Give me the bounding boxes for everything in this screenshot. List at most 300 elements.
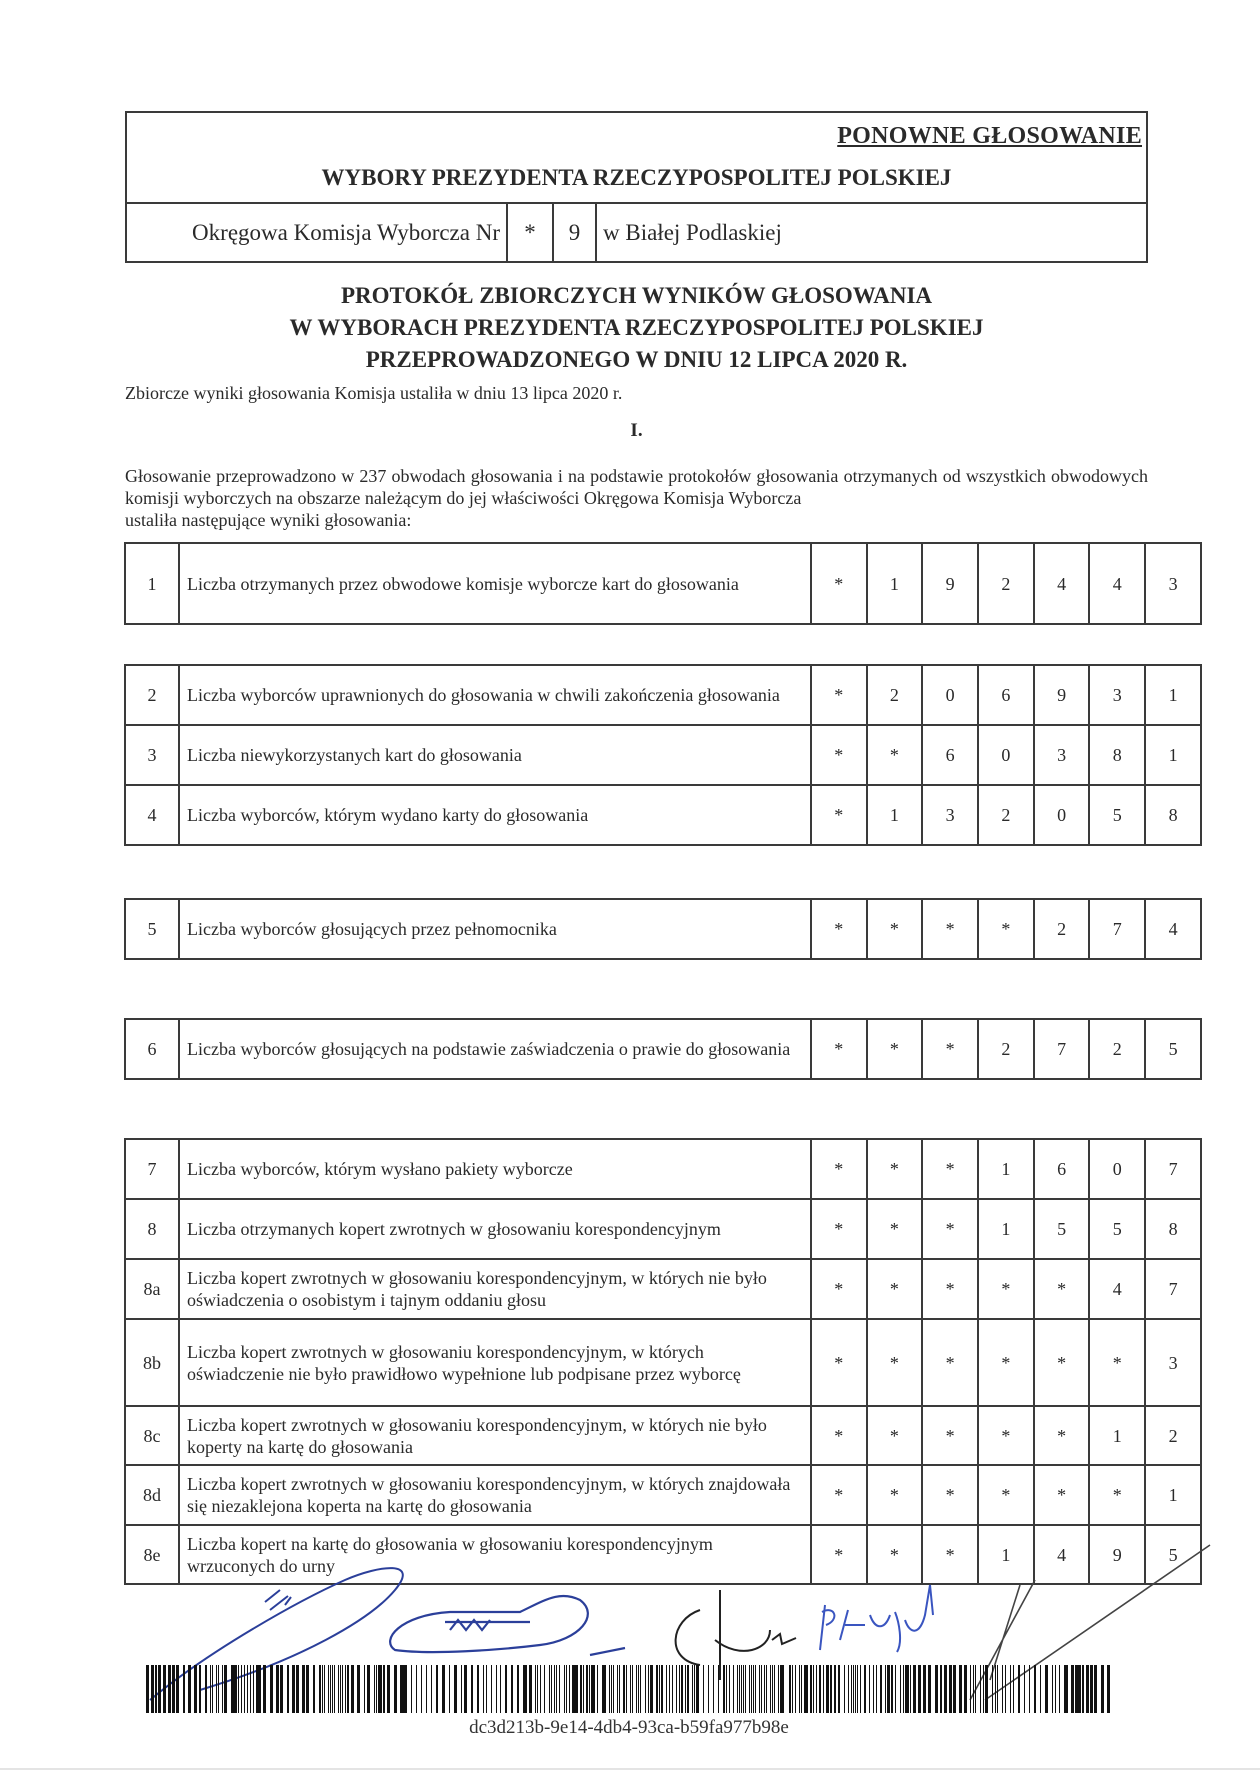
digit-cell: 1 — [978, 1199, 1034, 1259]
barcode-bar — [597, 1665, 598, 1713]
digit-cell: 5 — [1089, 1199, 1145, 1259]
barcode-bar — [739, 1665, 740, 1713]
barcode-bar — [759, 1665, 760, 1713]
barcode-bar — [749, 1665, 750, 1713]
digit-cell: 5 — [1034, 1199, 1090, 1259]
barcode-bar — [374, 1665, 375, 1713]
barcode-bar — [491, 1665, 492, 1713]
digit-cell: 7 — [1089, 899, 1145, 959]
signature-4-icon — [820, 1585, 933, 1652]
barcode-bar — [940, 1665, 943, 1713]
barcode-bar — [394, 1665, 397, 1713]
barcode-bar — [244, 1665, 245, 1713]
barcode-bar — [328, 1665, 329, 1713]
digit-cell: 2 — [1089, 1019, 1145, 1079]
barcode-text: dc3d213b-9e14-4db4-93ca-b59fa977b98e — [469, 1717, 789, 1738]
barcode-bar — [761, 1665, 762, 1713]
digit-cell: 2 — [1034, 899, 1090, 959]
digit-cell: 6 — [978, 665, 1034, 725]
barcode-bar — [724, 1665, 725, 1713]
barcode-bar — [1019, 1665, 1020, 1713]
row-number: 6 — [125, 1019, 179, 1079]
row-label: Liczba kopert zwrotnych w głosowaniu korespondencyjnym, w których nie było oświadczenia o osobistym i tajnym oddaniu głosu — [179, 1259, 811, 1319]
section-number: I. — [630, 420, 643, 441]
barcode-bar — [472, 1665, 473, 1713]
intro-last-line: ustaliła następujące wyniki głosowania: — [125, 510, 412, 530]
barcode-bar — [764, 1665, 765, 1713]
digit-cell: * — [811, 1259, 867, 1319]
row-label: Liczba wyborców głosujących przez pełnomocnika — [179, 899, 811, 959]
digit-cell: 5 — [1145, 1525, 1201, 1584]
digit-cell: * — [811, 1019, 867, 1079]
barcode-bar — [944, 1665, 947, 1713]
barcode — [145, 1665, 1113, 1713]
row-number: 8a — [125, 1259, 179, 1319]
digit-cell: 4 — [1145, 899, 1201, 959]
barcode-bar — [682, 1665, 683, 1713]
barcode-bar — [624, 1665, 625, 1713]
barcode-bar — [745, 1665, 746, 1713]
barcode-bar — [163, 1665, 166, 1713]
barcode-bar — [953, 1665, 956, 1713]
barcode-bar — [860, 1665, 861, 1713]
digit-cell: * — [922, 1199, 978, 1259]
barcode-bar — [910, 1665, 911, 1713]
digit-cell: * — [922, 1019, 978, 1079]
barcode-bar — [688, 1665, 689, 1713]
digit-cell: 3 — [1145, 543, 1201, 624]
commission-label: Okręgowa Komisja Wyborcza Nr — [127, 204, 508, 261]
barcode-bar — [238, 1665, 239, 1713]
barcode-bar — [526, 1665, 527, 1713]
barcode-bar — [970, 1665, 971, 1713]
digit-cell: * — [811, 1406, 867, 1465]
results-date-line: Zbiorcze wyniki głosowania Komisja ustaliła w dniu 13 lipca 2020 r. — [125, 383, 623, 403]
barcode-bar — [1002, 1665, 1003, 1713]
barcode-bar — [613, 1665, 614, 1713]
barcode-bar — [466, 1665, 467, 1713]
barcode-bar — [478, 1665, 479, 1713]
barcode-bar — [964, 1665, 965, 1713]
barcode-bar — [320, 1665, 321, 1713]
barcode-bar — [357, 1665, 358, 1713]
commission-number: 9 — [554, 204, 597, 261]
barcode-bar — [795, 1665, 796, 1713]
barcode-bar — [881, 1665, 882, 1713]
digit-cell: * — [867, 1525, 923, 1584]
digit-cell: 0 — [922, 665, 978, 725]
digit-cell: * — [1089, 1319, 1145, 1406]
barcode-bar — [496, 1665, 497, 1713]
barcode-bar — [694, 1665, 695, 1713]
digit-cell: * — [922, 1139, 978, 1199]
barcode-bar — [630, 1665, 631, 1713]
barcode-bar — [280, 1665, 283, 1713]
barcode-bar — [146, 1665, 149, 1713]
barcode-bar — [188, 1665, 191, 1713]
row-label: Liczba otrzymanych przez obwodowe komisje wyborcze kart do głosowania — [179, 543, 811, 624]
digit-cell: 0 — [1089, 1139, 1145, 1199]
digit-cell: 6 — [1034, 1139, 1090, 1199]
barcode-bar — [855, 1665, 856, 1713]
barcode-bar — [437, 1665, 438, 1713]
digit-cell: 6 — [922, 725, 978, 785]
barcode-bar — [324, 1665, 325, 1713]
barcode-bar — [155, 1665, 158, 1713]
barcode-bar — [566, 1665, 567, 1713]
barcode-bar — [770, 1665, 771, 1713]
barcode-bar — [609, 1665, 610, 1713]
barcode-bar — [518, 1665, 519, 1713]
barcode-bar — [176, 1665, 179, 1713]
digit-cell: * — [811, 1525, 867, 1584]
barcode-bar — [576, 1665, 577, 1713]
barcode-bar — [593, 1665, 594, 1713]
barcode-bar — [708, 1665, 709, 1713]
row-label: Liczba niewykorzystanych kart do głosowania — [179, 725, 811, 785]
digit-cell: * — [867, 1406, 923, 1465]
barcode-bar — [698, 1665, 699, 1713]
barcode-bar — [172, 1665, 175, 1713]
barcode-bar — [737, 1665, 738, 1713]
barcode-bar — [302, 1665, 305, 1713]
barcode-bar — [851, 1665, 852, 1713]
digit-cell: 0 — [978, 725, 1034, 785]
barcode-bar — [923, 1665, 926, 1713]
digit-cell: * — [922, 1319, 978, 1406]
digit-cell: * — [978, 1259, 1034, 1319]
digit-cell: 9 — [922, 543, 978, 624]
digit-cell: * — [867, 1199, 923, 1259]
barcode-bar — [713, 1665, 714, 1713]
digit-cell: 1 — [867, 543, 923, 624]
digit-cell: * — [867, 1259, 923, 1319]
barcode-bar — [559, 1665, 560, 1713]
barcode-bar — [656, 1665, 657, 1713]
barcode-bar — [577, 1665, 578, 1713]
barcode-bar — [253, 1665, 254, 1713]
barcode-bar — [241, 1665, 242, 1713]
barcode-bar — [1040, 1665, 1041, 1713]
barcode-bar — [703, 1665, 704, 1713]
barcode-bar — [672, 1665, 673, 1713]
barcode-bar — [831, 1665, 832, 1713]
row-number: 7 — [125, 1139, 179, 1199]
barcode-bar — [525, 1665, 526, 1713]
barcode-bar — [992, 1665, 993, 1713]
barcode-bar — [766, 1665, 767, 1713]
barcode-bar — [813, 1665, 814, 1713]
digit-cell: 9 — [1089, 1525, 1145, 1584]
barcode-bar — [313, 1665, 315, 1713]
digit-cell: 2 — [978, 543, 1034, 624]
barcode-bar — [806, 1665, 807, 1713]
barcode-bar — [500, 1665, 501, 1713]
barcode-bar — [483, 1665, 484, 1713]
barcode-bar — [685, 1665, 686, 1713]
digit-cell: * — [867, 725, 923, 785]
barcode-bar — [276, 1665, 279, 1713]
barcode-bar — [640, 1665, 641, 1713]
digit-cell: 7 — [1145, 1139, 1201, 1199]
barcode-bar — [222, 1665, 223, 1713]
barcode-bar — [985, 1665, 986, 1713]
digit-cell: 3 — [922, 785, 978, 845]
barcode-bar — [461, 1665, 462, 1713]
barcode-bar — [583, 1665, 584, 1713]
barcode-bar — [913, 1665, 917, 1713]
barcode-bar — [1055, 1665, 1056, 1713]
barcode-bar — [206, 1665, 207, 1713]
digit-cell: * — [922, 1406, 978, 1465]
digit-cell: * — [867, 1019, 923, 1079]
barcode-bar — [928, 1665, 931, 1713]
barcode-bar — [908, 1665, 909, 1713]
barcode-bar — [287, 1665, 290, 1713]
commission-number-star: * — [508, 204, 554, 261]
row-label: Liczba kopert na kartę do głosowania w głosowaniu korespondencyjnym wrzuconych do urny — [179, 1525, 811, 1584]
barcode-bar — [319, 1665, 320, 1713]
barcode-bar — [820, 1665, 821, 1713]
barcode-bar — [801, 1665, 802, 1713]
barcode-bar — [799, 1665, 800, 1713]
barcode-bar — [662, 1665, 663, 1713]
barcode-bar — [679, 1665, 680, 1713]
barcode-bar — [1024, 1665, 1025, 1713]
digit-cell: 1 — [867, 785, 923, 845]
barcode-bar — [151, 1665, 154, 1713]
barcode-bar — [569, 1665, 570, 1713]
barcode-bar — [1064, 1665, 1068, 1713]
row-label: Liczba wyborców, którym wydano karty do głosowania — [179, 785, 811, 845]
barcode-bar — [250, 1665, 251, 1713]
barcode-bar — [873, 1665, 874, 1713]
barcode-bar — [997, 1665, 998, 1713]
digit-cell: 7 — [1145, 1259, 1201, 1319]
barcode-bar — [827, 1665, 828, 1713]
digit-cell: 3 — [1034, 725, 1090, 785]
digit-cell: * — [811, 1319, 867, 1406]
protocol-title-line3: PRZEPROWADZONEGO W DNIU 12 LIPCA 2020 R. — [365, 347, 908, 372]
barcode-bar — [1082, 1665, 1085, 1713]
digit-cell: * — [978, 1465, 1034, 1525]
digit-cell: * — [811, 725, 867, 785]
barcode-bar — [183, 1665, 186, 1713]
signature-2-icon — [390, 1596, 625, 1655]
barcode-bar — [907, 1665, 908, 1713]
barcode-bar — [666, 1665, 667, 1713]
barcode-bar — [1086, 1665, 1089, 1713]
barcode-bar — [348, 1665, 349, 1713]
barcode-bar — [306, 1665, 309, 1713]
row-label: Liczba otrzymanych kopert zwrotnych w głosowaniu korespondencyjnym — [179, 1199, 811, 1259]
barcode-bar — [966, 1665, 967, 1713]
row-number: 2 — [125, 665, 179, 725]
barcode-bar — [359, 1665, 360, 1713]
barcode-bar — [210, 1665, 211, 1713]
digit-cell: * — [867, 899, 923, 959]
barcode-bar — [531, 1665, 532, 1713]
digit-cell: * — [922, 1525, 978, 1584]
barcode-bar — [258, 1665, 261, 1713]
barcode-bar — [383, 1665, 385, 1713]
barcode-bar — [1013, 1665, 1014, 1713]
barcode-bar — [864, 1665, 865, 1713]
barcode-bar — [364, 1665, 365, 1713]
barcode-bar — [751, 1665, 752, 1713]
digit-cell: * — [922, 1259, 978, 1319]
barcode-bar — [236, 1665, 237, 1713]
barcode-bar — [718, 1665, 719, 1713]
barcode-bar — [959, 1665, 962, 1713]
intro-body: Głosowanie przeprowadzono w 237 obwodach głosowania i na podstawie protokołów głosowania otrzymanych od wszystkich obwodowych komisji wyborczych na obszarze należącym do jej właściwości Okręgowa Komisja Wyborcza — [125, 466, 1148, 508]
row-label: Liczba wyborców, którym wysłano pakiety wyborcze — [179, 1139, 811, 1199]
row-number: 8e — [125, 1525, 179, 1584]
barcode-bar — [650, 1665, 651, 1713]
barcode-bar — [987, 1665, 988, 1713]
digit-cell: 8 — [1145, 1199, 1201, 1259]
barcode-bar — [669, 1665, 670, 1713]
barcode-bar — [645, 1665, 646, 1713]
barcode-bar — [729, 1665, 730, 1713]
barcode-bar — [949, 1665, 952, 1713]
barcode-bar — [726, 1665, 727, 1713]
digit-cell: * — [1034, 1259, 1090, 1319]
digit-cell: * — [1034, 1406, 1090, 1465]
barcode-bar — [589, 1665, 590, 1713]
barcode-bar — [537, 1665, 538, 1713]
barcode-bar — [199, 1665, 201, 1713]
row-number: 4 — [125, 785, 179, 845]
barcode-bar — [1047, 1665, 1048, 1713]
digit-cell: * — [867, 1465, 923, 1525]
barcode-bar — [296, 1665, 299, 1713]
digit-cell: 1 — [978, 1525, 1034, 1584]
row-number: 8d — [125, 1465, 179, 1525]
barcode-bar — [1035, 1665, 1036, 1713]
barcode-bar — [556, 1665, 557, 1713]
barcode-bar — [1029, 1665, 1030, 1713]
digit-cell: * — [811, 543, 867, 624]
repeat-vote-badge: PONOWNE GŁOSOWANIE — [837, 123, 1142, 149]
barcode-bar — [632, 1665, 633, 1713]
protocol-title-line1: PROTOKÓŁ ZBIORCZYCH WYNIKÓW GŁOSOWANIA — [340, 283, 933, 308]
barcode-bar — [605, 1665, 606, 1713]
barcode-bar — [995, 1665, 996, 1713]
digit-cell: * — [811, 665, 867, 725]
digit-cell: * — [1034, 1319, 1090, 1406]
digit-cell: 8 — [1089, 725, 1145, 785]
digit-cell: * — [811, 1465, 867, 1525]
barcode-bar — [853, 1665, 854, 1713]
barcode-bar — [839, 1665, 840, 1713]
barcode-bar — [1107, 1665, 1110, 1713]
digit-cell: 5 — [1145, 1019, 1201, 1079]
barcode-bar — [885, 1665, 886, 1713]
barcode-bar — [376, 1665, 377, 1713]
digit-cell: 7 — [1034, 1019, 1090, 1079]
barcode-bar — [869, 1665, 870, 1713]
barcode-bar — [755, 1665, 756, 1713]
barcode-bar — [1101, 1665, 1104, 1713]
election-title: WYBORY PREZYDENTA RZECZYPOSPOLITEJ POLSKIEJ — [321, 165, 952, 190]
barcode-bar — [918, 1665, 921, 1713]
barcode-bar — [367, 1665, 368, 1713]
barcode-bar — [811, 1665, 812, 1713]
digit-cell: 8 — [1145, 785, 1201, 845]
barcode-bar — [270, 1665, 273, 1713]
barcode-bar — [1078, 1665, 1081, 1713]
row-number: 8c — [125, 1406, 179, 1465]
barcode-bar — [378, 1665, 382, 1713]
digit-cell: 0 — [1034, 785, 1090, 845]
digit-cell: 3 — [1145, 1319, 1201, 1406]
barcode-bar — [892, 1665, 893, 1713]
digit-cell: * — [867, 1319, 923, 1406]
barcode-bar — [1052, 1665, 1053, 1713]
barcode-bar — [848, 1665, 849, 1713]
barcode-bar — [235, 1665, 236, 1713]
digit-cell: * — [811, 1139, 867, 1199]
barcode-bar — [387, 1665, 390, 1713]
barcode-bar — [594, 1665, 595, 1713]
barcode-bar — [1071, 1665, 1074, 1713]
digit-cell: 3 — [1089, 665, 1145, 725]
barcode-bar — [780, 1665, 784, 1713]
barcode-bar — [626, 1665, 627, 1713]
row-label: Liczba kopert zwrotnych w głosowaniu korespondencyjnym, w których oświadczenie nie było prawidłowo wypełnione lub podpisane przez wyborcę — [179, 1319, 811, 1406]
barcode-bar — [659, 1665, 660, 1713]
barcode-bar — [330, 1665, 331, 1713]
digit-cell: 9 — [1034, 665, 1090, 725]
barcode-bar — [905, 1665, 906, 1713]
digit-cell: 4 — [1034, 1525, 1090, 1584]
barcode-bar — [638, 1665, 639, 1713]
row-number: 3 — [125, 725, 179, 785]
barcode-bar — [486, 1665, 487, 1713]
barcode-bar — [554, 1665, 555, 1713]
digit-cell: * — [978, 1319, 1034, 1406]
barcode-bar — [158, 1665, 161, 1713]
digit-cell: * — [811, 785, 867, 845]
barcode-bar — [351, 1665, 352, 1713]
digit-cell: 2 — [978, 1019, 1034, 1079]
digit-cell: 5 — [1089, 785, 1145, 845]
barcode-bar — [895, 1665, 896, 1713]
barcode-bar — [322, 1665, 323, 1713]
barcode-bar — [792, 1665, 793, 1713]
barcode-bar — [421, 1665, 422, 1713]
row-number: 8 — [125, 1199, 179, 1259]
digit-cell: 1 — [1145, 1465, 1201, 1525]
barcode-bar — [338, 1665, 339, 1713]
barcode-bar — [741, 1665, 742, 1713]
digit-cell: * — [811, 899, 867, 959]
barcode-bar — [823, 1665, 824, 1713]
barcode-bar — [807, 1665, 808, 1713]
digit-cell: * — [1034, 1465, 1090, 1525]
digit-cell: 1 — [1145, 665, 1201, 725]
barcode-bar — [623, 1665, 624, 1713]
row-number: 5 — [125, 899, 179, 959]
barcode-bar — [581, 1665, 582, 1713]
barcode-bar — [540, 1665, 541, 1713]
barcode-bar — [778, 1665, 779, 1713]
protocol-title-line2: W WYBORACH PREZYDENTA RZECZYPOSPOLITEJ POLSKIEJ — [289, 315, 984, 340]
barcode-bar — [535, 1665, 536, 1713]
barcode-bar — [587, 1665, 588, 1713]
row-label: Liczba kopert zwrotnych w głosowaniu korespondencyjnym, w których znajdowała się niezaklejona koperta na kartę do głosowania — [179, 1465, 811, 1525]
